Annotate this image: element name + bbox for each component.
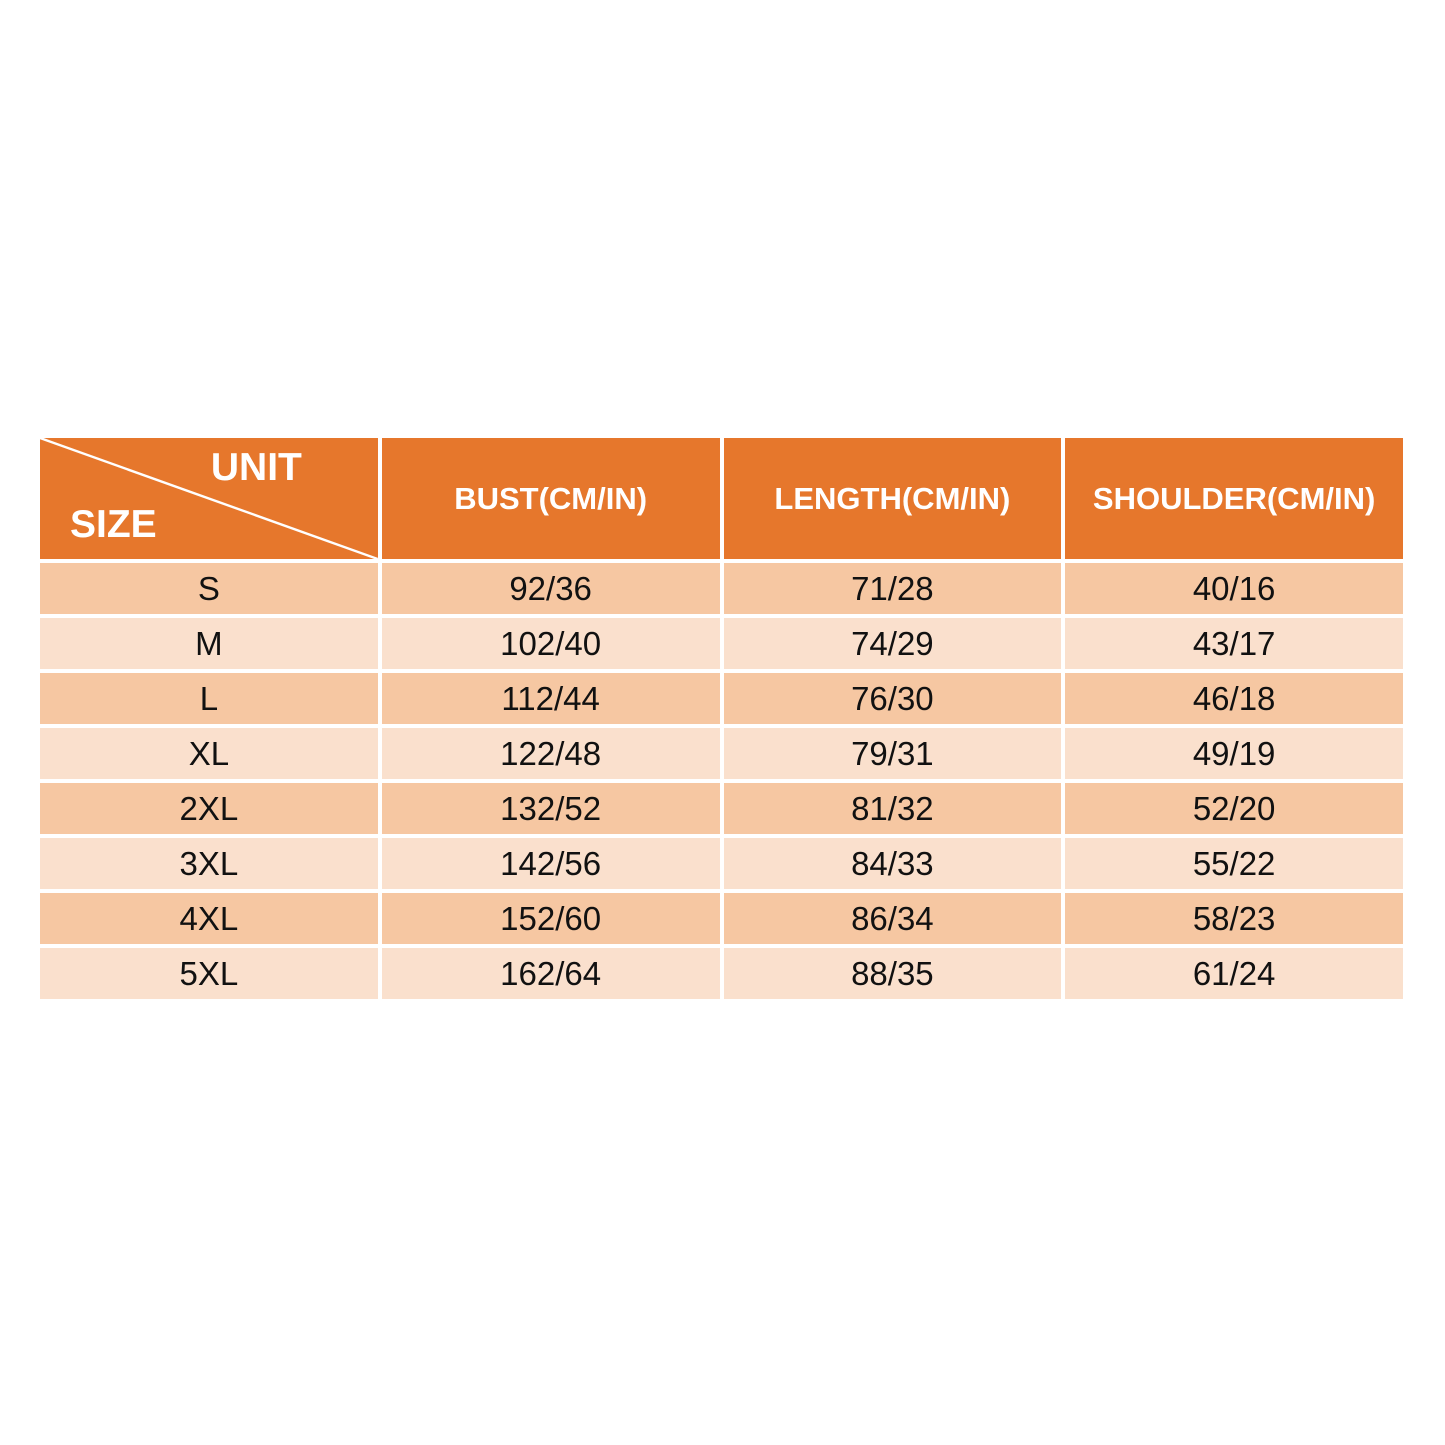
length-cell: 79/31: [724, 728, 1062, 779]
size-cell: M: [40, 618, 378, 669]
corner-size-label: SIZE: [70, 503, 157, 546]
column-header-length: LENGTH(CM/IN): [724, 438, 1062, 559]
shoulder-cell: 55/22: [1065, 838, 1403, 889]
column-header-bust: BUST(CM/IN): [382, 438, 720, 559]
bust-cell: 162/64: [382, 948, 720, 999]
corner-header-cell: [40, 438, 378, 559]
size-chart-table: [40, 438, 1403, 999]
shoulder-cell: 52/20: [1065, 783, 1403, 834]
length-cell: 74/29: [724, 618, 1062, 669]
shoulder-cell: 58/23: [1065, 893, 1403, 944]
size-cell: 3XL: [40, 838, 378, 889]
length-cell: 88/35: [724, 948, 1062, 999]
bust-cell: 122/48: [382, 728, 720, 779]
size-cell: L: [40, 673, 378, 724]
corner-unit-label: UNIT: [210, 446, 302, 489]
size-cell: 4XL: [40, 893, 378, 944]
length-cell: 84/33: [724, 838, 1062, 889]
shoulder-cell: 46/18: [1065, 673, 1403, 724]
bust-cell: 92/36: [382, 563, 720, 614]
column-header-shoulder: SHOULDER(CM/IN): [1065, 438, 1403, 559]
size-cell: 2XL: [40, 783, 378, 834]
size-cell: XL: [40, 728, 378, 779]
shoulder-cell: 49/19: [1065, 728, 1403, 779]
length-cell: 81/32: [724, 783, 1062, 834]
shoulder-cell: 43/17: [1065, 618, 1403, 669]
bust-cell: 152/60: [382, 893, 720, 944]
length-cell: 86/34: [724, 893, 1062, 944]
size-cell: 5XL: [40, 948, 378, 999]
bust-cell: 112/44: [382, 673, 720, 724]
length-cell: 71/28: [724, 563, 1062, 614]
bust-cell: 142/56: [382, 838, 720, 889]
shoulder-cell: 61/24: [1065, 948, 1403, 999]
length-cell: 76/30: [724, 673, 1062, 724]
bust-cell: 132/52: [382, 783, 720, 834]
bust-cell: 102/40: [382, 618, 720, 669]
size-cell: S: [40, 563, 378, 614]
shoulder-cell: 40/16: [1065, 563, 1403, 614]
